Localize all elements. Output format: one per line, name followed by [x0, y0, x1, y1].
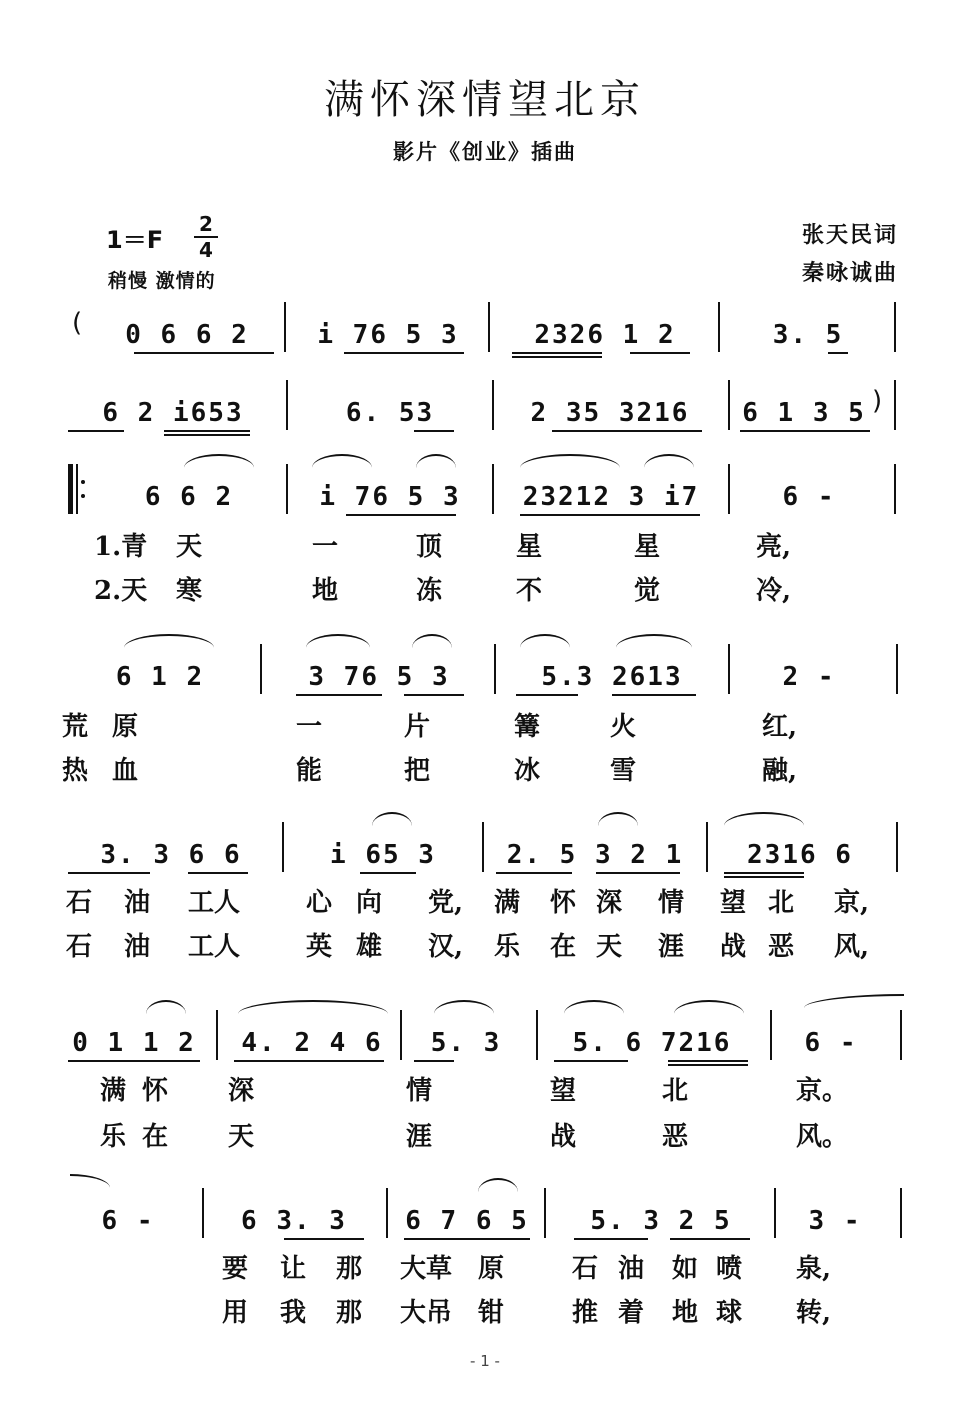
- lyric: 篝: [514, 712, 541, 742]
- barline: [492, 380, 494, 430]
- slur: [124, 634, 214, 648]
- lyric: 那: [336, 1298, 363, 1328]
- underline: [630, 352, 690, 354]
- lyric: 片: [404, 712, 431, 742]
- slur: [372, 812, 412, 826]
- barline: [282, 822, 284, 872]
- underline: [596, 872, 680, 874]
- barline: [286, 380, 288, 430]
- lyric: 地: [312, 576, 339, 606]
- lyric: 怀: [550, 888, 577, 918]
- lyric: 工人: [188, 932, 241, 962]
- lyric: 一: [296, 712, 323, 742]
- lyric: 北: [768, 888, 795, 918]
- lyric: 满: [100, 1076, 127, 1106]
- underline: [724, 876, 804, 878]
- measure: 6 -: [782, 482, 836, 512]
- lyric: 热: [62, 756, 89, 786]
- measure: 5. 6 7216: [572, 1028, 732, 1058]
- lyric: 如: [672, 1254, 699, 1284]
- barline: [770, 1010, 772, 1060]
- measure: 6. 53: [345, 398, 435, 428]
- underline: [740, 430, 870, 432]
- lyric: 亮,: [756, 532, 792, 562]
- barline: [488, 302, 490, 352]
- lyricist-credit: 张天民词: [801, 223, 898, 248]
- lyric: 石: [572, 1254, 599, 1284]
- lyric: 推: [572, 1298, 599, 1328]
- underline: [346, 514, 456, 516]
- barline: [896, 644, 898, 694]
- underline: [68, 430, 124, 432]
- underline: [612, 694, 696, 696]
- barline: [482, 822, 484, 872]
- underline: [512, 352, 602, 354]
- underline: [516, 694, 578, 696]
- lyric: 满: [494, 888, 521, 918]
- score-row-1: [64, 298, 904, 358]
- underline: [554, 1060, 628, 1062]
- slur: [434, 1000, 494, 1014]
- composer-credit: 秦咏诚曲: [801, 261, 898, 286]
- barline: [728, 380, 730, 430]
- lyric: 英: [306, 932, 333, 962]
- lyric: 党,: [428, 888, 464, 918]
- lyric: 冻: [416, 576, 443, 606]
- lyric: 我: [280, 1298, 307, 1328]
- lyric: 一: [312, 532, 339, 562]
- lyric: 转,: [796, 1298, 832, 1328]
- lyric: 着: [618, 1298, 645, 1328]
- lyric: 红,: [762, 712, 798, 742]
- slur: [70, 1174, 110, 1188]
- lyric: 那: [336, 1254, 363, 1284]
- repeat-start-sign: [68, 464, 84, 514]
- lyric: 原: [478, 1254, 505, 1284]
- lyric: 觉: [634, 576, 661, 606]
- underline: [68, 872, 150, 874]
- lyric: 泉,: [796, 1254, 832, 1284]
- underline: [234, 1060, 384, 1062]
- barline: [260, 644, 262, 694]
- barline: [386, 1188, 388, 1238]
- time-bottom: 4: [199, 238, 213, 262]
- barline: [896, 822, 898, 872]
- lyric: 地: [672, 1298, 699, 1328]
- lyric: 风,: [834, 932, 870, 962]
- underline: [496, 872, 572, 874]
- measure: 2 -: [782, 662, 836, 692]
- measure: i 65 3: [330, 840, 436, 870]
- barline: [284, 302, 286, 352]
- open-paren: (: [72, 308, 83, 338]
- slur: [146, 1000, 186, 1014]
- measure: 3. 5: [772, 320, 844, 350]
- measure: 0 1 1 2: [72, 1028, 196, 1058]
- barline: [728, 464, 730, 514]
- lyric: 用: [222, 1298, 249, 1328]
- lyric: 融,: [762, 756, 798, 786]
- barline: [400, 1010, 402, 1060]
- lyric: 星: [634, 532, 661, 562]
- measure: 3. 3 6 6: [100, 840, 242, 870]
- measure: 5. 3 2 5: [590, 1206, 732, 1236]
- lyric: 恶: [768, 932, 795, 962]
- time-signature: [194, 214, 218, 260]
- lyric: 深: [596, 888, 623, 918]
- measure: 6 -: [101, 1206, 155, 1236]
- lyric: 荒: [62, 712, 89, 742]
- lyric: 原: [112, 712, 139, 742]
- underline: [520, 514, 700, 516]
- lyric: 情: [658, 888, 685, 918]
- underline: [404, 1238, 530, 1240]
- lyric: 情: [406, 1076, 433, 1106]
- lyric: 火: [610, 712, 637, 742]
- lyric: 寒: [176, 576, 203, 606]
- lyric: 涯: [658, 932, 685, 962]
- underline: [512, 356, 602, 358]
- measure: 5.3 2613: [541, 662, 683, 692]
- measure: 2326 1 2: [534, 320, 676, 350]
- lyric: 石: [66, 888, 93, 918]
- slur: [564, 1000, 624, 1014]
- barline: [286, 464, 288, 514]
- tempo-marking: 稍慢 激情的: [108, 270, 216, 292]
- barline: [536, 1010, 538, 1060]
- lyric: 顶: [416, 532, 443, 562]
- lyric: 雄: [356, 932, 383, 962]
- underline: [360, 872, 416, 874]
- slur: [520, 634, 570, 648]
- time-top: 2: [199, 212, 213, 236]
- underline: [404, 694, 464, 696]
- underline: [414, 430, 454, 432]
- underline: [668, 1060, 748, 1062]
- slur: [804, 994, 904, 1008]
- score-row-5: [64, 818, 904, 878]
- page-number: - 1 -: [470, 1352, 500, 1370]
- underline: [670, 1238, 750, 1240]
- barline: [202, 1188, 204, 1238]
- measure: 6 2 i653: [102, 398, 244, 428]
- lyric: 油: [618, 1254, 645, 1284]
- slur: [238, 1000, 388, 1014]
- barline: [494, 644, 496, 694]
- lyric: 钳: [478, 1298, 505, 1328]
- lyric: 向: [356, 888, 383, 918]
- lyric: 天: [176, 532, 203, 562]
- measure: 3 76 5 3: [308, 662, 450, 692]
- score-row-7: [64, 1184, 904, 1244]
- underline: [164, 430, 250, 432]
- lyric: 星: [516, 532, 543, 562]
- lyric: 京。: [796, 1076, 849, 1106]
- lyric: 大草: [400, 1254, 453, 1284]
- barline: [728, 644, 730, 694]
- score-row-6: [64, 1006, 904, 1066]
- lyric: 望: [550, 1076, 577, 1106]
- lyric: 大吊: [400, 1298, 453, 1328]
- measure: 6 6 2: [144, 482, 234, 512]
- song-title: 满怀深情望北京: [324, 77, 646, 123]
- underline: [296, 694, 382, 696]
- lyric: 把: [404, 756, 431, 786]
- measure: 23212 3 i7: [522, 482, 700, 512]
- lyric: 不: [516, 576, 543, 606]
- slur: [644, 454, 694, 468]
- underline: [284, 1238, 364, 1240]
- lyric: 战: [550, 1122, 577, 1152]
- lyric: 京,: [834, 888, 870, 918]
- underline: [164, 434, 250, 436]
- measure: 6 7 6 5: [405, 1206, 529, 1236]
- close-paren: ): [872, 386, 883, 416]
- lyric: 能: [296, 756, 323, 786]
- barline: [774, 1188, 776, 1238]
- lyric: 望: [720, 888, 747, 918]
- underline: [68, 1060, 200, 1062]
- slur: [412, 634, 452, 648]
- score-row-4: [64, 640, 904, 700]
- underline: [134, 352, 274, 354]
- barline: [900, 1010, 902, 1060]
- lyric-line-2: 2.天: [94, 576, 148, 606]
- underline: [574, 1238, 648, 1240]
- lyric: 乐: [494, 932, 521, 962]
- lyric: 乐: [100, 1122, 127, 1152]
- lyric: 喷: [716, 1254, 743, 1284]
- slur: [312, 454, 372, 468]
- key-signature: 1＝F: [106, 226, 164, 254]
- slur: [616, 634, 692, 648]
- measure: 2. 5 3 2 1: [506, 840, 684, 870]
- lyric: 汉,: [428, 932, 464, 962]
- underline: [724, 872, 804, 874]
- underline: [188, 872, 248, 874]
- lyric: 工人: [188, 888, 241, 918]
- measure: 6 -: [804, 1028, 858, 1058]
- barline: [706, 822, 708, 872]
- lyric: 天: [228, 1122, 255, 1152]
- lyric: 涯: [406, 1122, 433, 1152]
- lyric: 天: [596, 932, 623, 962]
- underline: [828, 352, 848, 354]
- lyric: 石: [66, 932, 93, 962]
- lyric: 冰: [514, 756, 541, 786]
- slur: [724, 812, 804, 826]
- score-row-2: [64, 376, 904, 436]
- lyric: 让: [280, 1254, 307, 1284]
- lyric: 怀: [142, 1076, 169, 1106]
- measure: 2316 6: [747, 840, 853, 870]
- slur: [598, 812, 638, 826]
- slur: [306, 634, 370, 648]
- song-subtitle: 影片《创业》插曲: [393, 140, 577, 164]
- barline: [544, 1188, 546, 1238]
- lyric: 风。: [796, 1122, 849, 1152]
- lyric: 要: [222, 1254, 249, 1284]
- underline: [552, 430, 702, 432]
- underline: [414, 1060, 454, 1062]
- underline: [668, 1064, 748, 1066]
- lyric: 油: [124, 932, 151, 962]
- lyric: 战: [720, 932, 747, 962]
- measure: 3 -: [808, 1206, 862, 1236]
- measure: i 76 5 3: [319, 482, 461, 512]
- lyric: 冷,: [756, 576, 792, 606]
- barline: [492, 464, 494, 514]
- slur: [184, 454, 254, 468]
- score-row-3: [64, 460, 904, 520]
- measure: 5. 3: [430, 1028, 502, 1058]
- slur: [478, 1178, 518, 1192]
- lyric: 深: [228, 1076, 255, 1106]
- measure: 6 1 3 5: [742, 398, 866, 428]
- lyric: 在: [142, 1122, 169, 1152]
- lyric: 心: [306, 888, 333, 918]
- lyric: 在: [550, 932, 577, 962]
- underline: [344, 352, 464, 354]
- barline: [216, 1010, 218, 1060]
- measure: i 76 5 3: [317, 320, 459, 350]
- slur: [520, 454, 620, 468]
- measure: 2 35 3216: [530, 398, 690, 428]
- barline: [900, 1188, 902, 1238]
- measure: 6 3. 3: [241, 1206, 347, 1236]
- lyric-line-1: 1.青: [94, 532, 148, 562]
- barline: [894, 302, 896, 352]
- slur: [674, 1000, 744, 1014]
- measure: 0 6 6 2: [125, 320, 249, 350]
- lyric: 北: [662, 1076, 689, 1106]
- barline: [894, 464, 896, 514]
- lyric: 血: [112, 756, 139, 786]
- lyric: 球: [716, 1298, 743, 1328]
- lyric: 雪: [610, 756, 637, 786]
- barline: [718, 302, 720, 352]
- measure: 4. 2 4 6: [241, 1028, 383, 1058]
- slur: [416, 454, 456, 468]
- measure: 6 1 2: [115, 662, 205, 692]
- lyric: 油: [124, 888, 151, 918]
- lyric: 恶: [662, 1122, 689, 1152]
- barline: [894, 380, 896, 430]
